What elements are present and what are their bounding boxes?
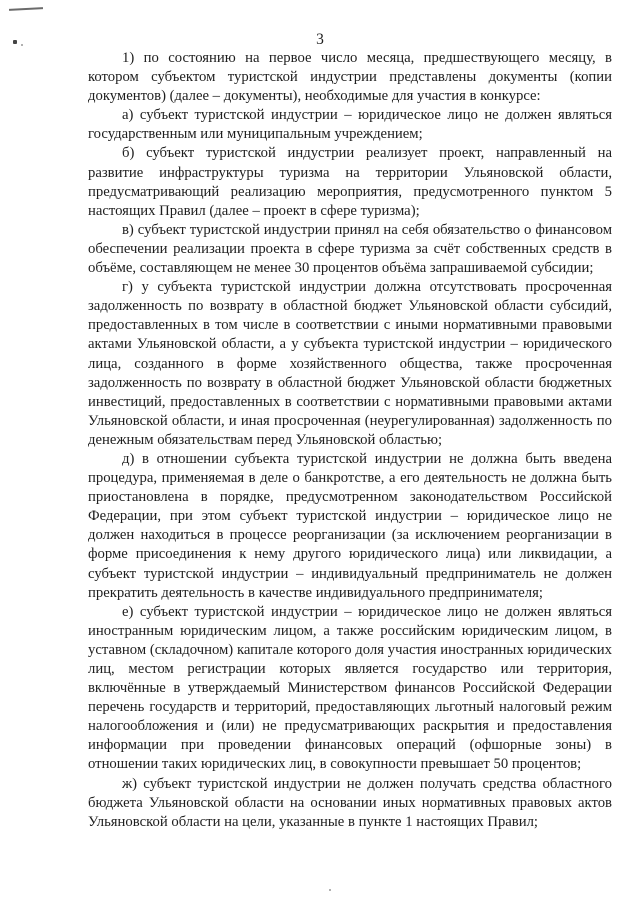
paragraph-v: в) субъект туристской индустрии принял на себя обязательство о финансовом обеспечении реализации проекта в сфере туризма за счёт собственных средств в объёме, составляющем не менее 30 процентов объёма запрашиваемой субсидии; [88,221,612,277]
paragraph-e: е) субъект туристской индустрии – юридическое лицо не должен являться иностранным юридическим лицом, а также российским юридическим лицом, в уставном (складочном) капитале которого доля участия иностранных юридических лиц, местом регистрации которых является государство или территория, включённые в утверждаемый Министерством финансов Российской Федерации перечень государств и территорий, предоставляющих льготный налоговый режим налогообложения и (или) не предусматривающих раскрытия и предоставления информации при проведении финансовых операций (офшорные зоны) в отношении таких юридических лиц, в совокупности превышает 50 процентов; [88,603,612,773]
paragraph-a: а) субъект туристской индустрии – юридическое лицо не должен являться государственным или муниципальным учреждением; [88,107,612,143]
page-number: 3 [316,31,324,48]
paragraph-zh: ж) субъект туристской индустрии не должен получать средства областного бюджета Ульяновской области на основании иных нормативных правовых актов Ульяновской области на цели, указанные в пункте 1 настоящих Правил; [88,775,612,830]
scan-mark [9,7,43,11]
paragraph-d: д) в отношении субъекта туристской индустрии не должна быть введена процедура, применяемая в деле о банкротстве, а его деятельность не должна быть приостановлена в порядке, предусмотренном законодательством Российской Федерации, при этом субъект туристской индустрии – юридическое лицо не должен находиться в процессе реорганизации (за исключением реорганизации в форме присоединения к нему другого юридического лица) или ликвидации, а субъект туристской индустрии – индивидуальный предприниматель не должен прекратить деятельность в качестве индивидуального предпринимателя; [88,450,612,601]
paragraph-g: г) у субъекта туристской индустрии должна отсутствовать просроченная задолженность по возврату в областной бюджет Ульяновской области субсидий, предоставленных в том числе в соответствии с иными нормативными правовыми актами Ульяновской области, а у субъекта туристской индустрии – юридического лица, созданного в форме хозяйственного общества, также просроченная задолженность по возврату в областной бюджет Ульяновской области бюджетных инвестиций, предоставленных в соответствии с нормативными правовыми актами Ульяновской области, и иная просроченная (неурегулированная) задолженность по денежным обязательствам перед Ульяновской областью; [88,279,612,448]
scan-speck [329,889,331,891]
paragraph-1: 1) по состоянию на первое число месяца, предшествующего месяцу, в котором субъектом туристской индустрии представлены документы (копии документов) (далее – документы), необходимые для участия в конкурсе: [88,50,612,105]
document-body [88,49,612,832]
paragraph-b: б) субъект туристской индустрии реализует проект, направленный на развитие инфраструктуры туризма на территории Ульяновской области, предусматривающий реализацию мероприятия, предусмотренного пунктом 5 настоящих Правил (далее – проект в сфере туризма); [88,145,612,219]
